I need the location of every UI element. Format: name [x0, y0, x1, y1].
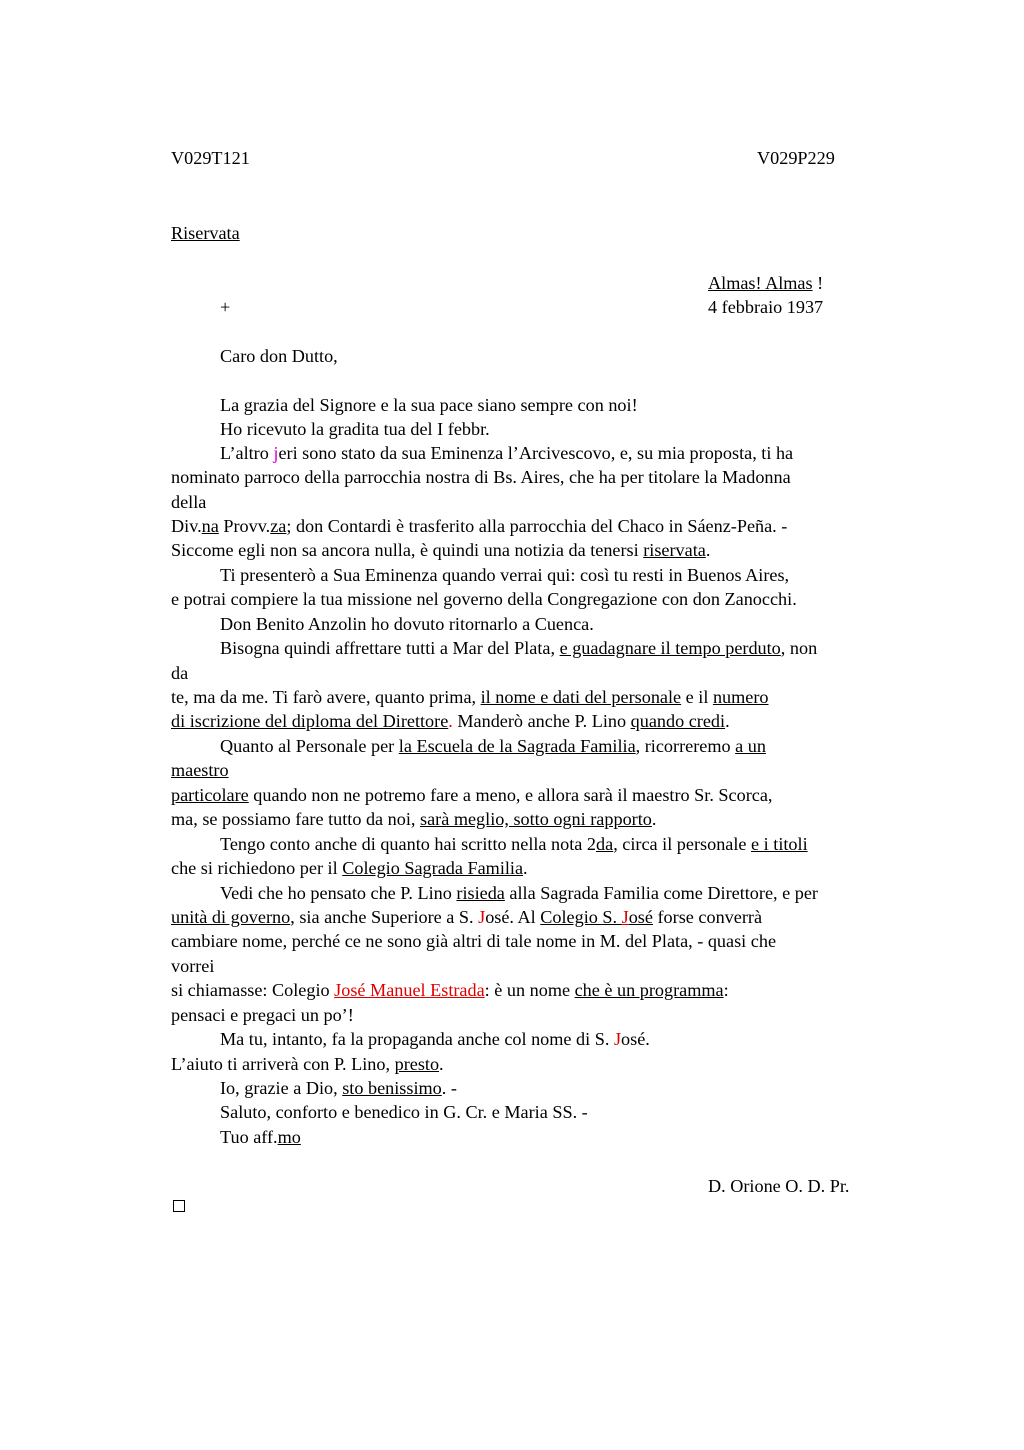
- underlined-text: presto: [394, 1054, 440, 1074]
- text-segment: L’aiuto ti arriverà con P. Lino,: [171, 1054, 395, 1074]
- document-code-right: V029P229: [757, 148, 835, 168]
- underlined-text: a un: [735, 736, 766, 756]
- text-segment: , non: [780, 638, 818, 658]
- body-line: maestro: [171, 760, 229, 780]
- body-line: [171, 807, 656, 831]
- end-box-marker: [173, 1200, 185, 1212]
- text-segment: . -: [441, 1078, 457, 1098]
- body-line: [171, 538, 710, 562]
- underlined-text: da: [596, 834, 614, 854]
- body-line: da: [171, 663, 189, 683]
- body-line: [171, 856, 528, 880]
- text-segment: Quanto al Personale per: [220, 736, 399, 756]
- highlighted-letter: J: [621, 907, 629, 927]
- highlighted-letter: .: [448, 711, 453, 731]
- body-line: [171, 905, 762, 929]
- highlighted-letter: J: [613, 1029, 622, 1049]
- body-line: [171, 783, 772, 807]
- text-segment: Bisogna quindi affrettare tutti a Mar del Plata,: [220, 638, 560, 658]
- body-line: [220, 734, 766, 758]
- body-line: La grazia del Signore e la sua pace siano sempre con noi!: [220, 395, 638, 415]
- text-segment: osé. Al: [485, 907, 541, 927]
- body-line: [171, 978, 729, 1002]
- closing-line: [220, 1125, 301, 1149]
- underlined-text: riservata: [643, 540, 706, 560]
- text-segment: Ma tu, intanto, fa la propaganda anche col nome di S.: [220, 1029, 614, 1049]
- text-segment: Tengo conto anche di quanto hai scritto nella nota 2: [220, 834, 597, 854]
- highlighted-letter: J: [478, 907, 486, 927]
- underlined-text: il nome e dati del personale: [480, 687, 682, 707]
- text-segment: eri sono stato da sua Eminenza l’Arcivescovo, e, su mia proposta, ti ha: [278, 443, 794, 463]
- body-line: pensaci e pregaci un po’!: [171, 1005, 354, 1025]
- motto-text: Almas! Almas: [708, 273, 813, 293]
- body-line: Ti presenterò a Sua Eminenza quando verrai qui: così tu resti in Buenos Aires,: [220, 565, 790, 585]
- text-segment: , sia anche Superiore a S.: [290, 907, 479, 927]
- text-segment: : è un nome: [484, 980, 575, 1000]
- body-line: [171, 1052, 444, 1076]
- underlined-text: particolare: [171, 785, 249, 805]
- text-segment: ; don Contardi è trasferito alla parrocchia del Chaco in Sáenz-Peña. -: [286, 516, 788, 536]
- text-segment: Vedi che ho pensato che P. Lino: [220, 883, 457, 903]
- text-segment: te, ma da me. Ti farò avere, quanto prima,: [171, 687, 481, 707]
- text-segment: osé.: [621, 1029, 650, 1049]
- motto-exclamation: !: [812, 273, 824, 293]
- text-segment: alla Sagrada Familia come Direttore, e per: [504, 883, 818, 903]
- text-segment: , circa il personale: [613, 834, 752, 854]
- underlined-text: Colegio S.: [540, 907, 622, 927]
- body-line: vorrei: [171, 956, 215, 976]
- confidential-label: Riservata: [171, 223, 240, 243]
- underlined-text: osé: [628, 907, 653, 927]
- salutation: Caro don Dutto,: [220, 346, 338, 366]
- text-segment: Manderò anche P. Lino: [452, 711, 631, 731]
- text-segment: si chiamasse: Colegio: [171, 980, 335, 1000]
- text-segment: quando non ne potremo fare a meno, e allora sarà il maestro Sr. Scorca,: [248, 785, 773, 805]
- underlined-text: mo: [277, 1127, 301, 1147]
- body-line: cambiare nome, perché ce ne sono già altri di tale nome in M. del Plata, - quasi che: [171, 931, 777, 951]
- body-line: [171, 514, 787, 538]
- body-line: [220, 636, 817, 660]
- text-segment: L’altro: [220, 443, 274, 463]
- text-segment: Provv.: [218, 516, 271, 536]
- body-line: e potrai compiere la tua missione nel governo della Congregazione con don Zanocchi.: [171, 589, 797, 609]
- underlined-text: unità di governo: [171, 907, 291, 927]
- text-segment: e il: [681, 687, 713, 707]
- body-line: [220, 832, 808, 856]
- body-line: [171, 709, 730, 733]
- underlined-text: e guadagnare il tempo perduto: [559, 638, 781, 658]
- body-line: [220, 441, 793, 465]
- text-segment: .: [651, 809, 657, 829]
- text-segment: .: [439, 1054, 444, 1074]
- text-segment: Tuo aff.: [220, 1127, 278, 1147]
- underlined-text: di iscrizione del diploma del Direttore: [171, 711, 449, 731]
- document-code-left: V029T121: [171, 148, 250, 168]
- text-segment: forse converrà: [652, 907, 763, 927]
- highlighted-letter: j: [273, 443, 279, 463]
- text-segment: .: [523, 858, 528, 878]
- underlined-text: e i titoli: [751, 834, 808, 854]
- text-segment: .: [705, 540, 711, 560]
- signature: D. Orione O. D. Pr.: [708, 1176, 850, 1196]
- body-line: Ho ricevuto la gradita tua del I febbr.: [220, 419, 490, 439]
- text-segment: , ricorreremo: [635, 736, 736, 756]
- underlined-text: za: [270, 516, 287, 536]
- text-segment: Io, grazie a Dio,: [220, 1078, 343, 1098]
- highlighted-text: José Manuel Estrada: [334, 980, 485, 1000]
- text-segment: ma, se possiamo fare tutto da noi,: [171, 809, 421, 829]
- body-line: Saluto, conforto e benedico in G. Cr. e Maria SS. -: [220, 1102, 588, 1122]
- underlined-text: na: [201, 516, 219, 536]
- underlined-text: che è un programma: [574, 980, 724, 1000]
- body-line: Don Benito Anzolin ho dovuto ritornarlo a Cuenca.: [220, 614, 594, 634]
- text-segment: .: [725, 711, 730, 731]
- body-line: della: [171, 492, 207, 512]
- underlined-text: Colegio Sagrada Familia: [342, 858, 524, 878]
- motto: [708, 271, 823, 295]
- underlined-text: la Escuela de la Sagrada Familia: [398, 736, 636, 756]
- body-line: [220, 1076, 457, 1100]
- text-segment: Siccome egli non sa ancora nulla, è quindi una notizia da tenersi: [171, 540, 644, 560]
- letter-date: 4 febbraio 1937: [708, 297, 824, 317]
- body-line: nominato parroco della parrocchia nostra di Bs. Aires, che ha per titolare la Madonna: [171, 467, 791, 487]
- text-segment: Div.: [171, 516, 202, 536]
- text-segment: che si richiedono per il: [171, 858, 343, 878]
- text-segment: :: [723, 980, 729, 1000]
- body-line: [220, 881, 818, 905]
- body-line: [171, 685, 769, 709]
- cross-mark: +: [220, 297, 231, 317]
- underlined-text: sarà meglio, sotto ogni rapporto: [420, 809, 652, 829]
- underlined-text: risieda: [456, 883, 505, 903]
- underlined-text: numero: [712, 687, 769, 707]
- underlined-text: quando credi: [630, 711, 726, 731]
- underlined-text: sto benissimo: [342, 1078, 442, 1098]
- body-line: [220, 1027, 650, 1051]
